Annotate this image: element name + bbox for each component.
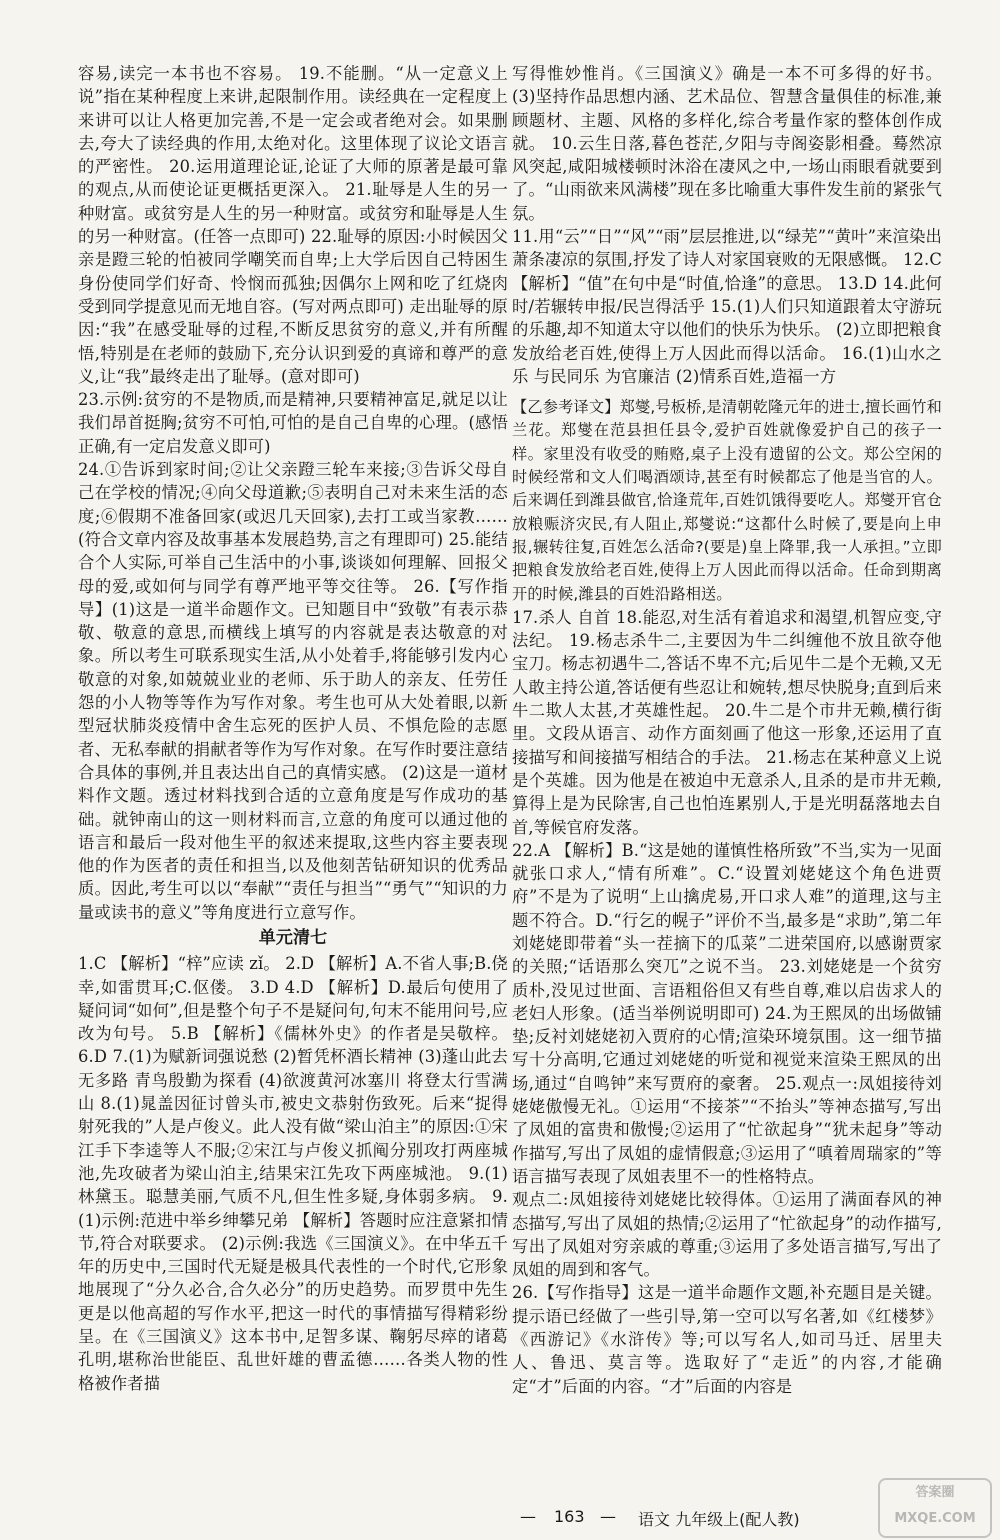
watermark-logo: [878, 1478, 992, 1538]
footer-grade: 九年级上(配人教): [675, 1510, 800, 1529]
answer-paragraph: 观点二:凤姐接待刘姥姥比较得体。①运用了满面春风的神态描写,写出了凤姐的热情;②运用了“忙欲起身”的动作描写,写出了凤姐对穷亲戚的尊重;③运用了多处语言描写,写出了凤姐的周到和客气。: [512, 1190, 942, 1280]
answer-paragraph: 1.C 【解析】“梓”应读 zǐ。 2.D 【解析】A.不省人事;B.侥幸,如雷贯耳;C.伛偻。 3.D 4.D 【解析】D.最后句使用了疑问词“如何”,但是整个句子不是疑问句,句末不能用问号,应改为句号。 5.B 【解析】《儒林外史》的作者是吴敬梓。 6.D 7.(1)为赋新词强说愁 (2)暂凭杯酒长精神 (3)蓬山此去无多路 青鸟殷勤为探看 (4)欲渡黄河冰塞川 将登太行雪满山 8.(1)晁盖因征讨曾头市,被史文恭射伤致死。后来“捉得射死我的”人是卢俊义。此人没有做“梁山泊主”的原因:①宋江手下李逵等人不服;②宋江与卢俊义抓阄分别攻打两座城池,先攻破者为梁山泊主,结果宋江先攻下两座城池。 9.(1)林黛玉。聪慧美丽,气质不凡,但生性多疑,身体弱多病。 9.(1)示例:范进中举乡绅攀兄弟 【解析】答题时应注意紧扣情节,符合对联要求。 (2)示例:我选《三国演义》。在中华五千年的历史中,三国时代无疑是极具代表性的一个时代,它形象地展现了“分久必合,合久必分”的历史趋势。而罗贯中先生更是以他高超的写作水平,把这一时代的事情描写得精彩纷呈。在《三国演义》这本书中,足智多谋、鞠躬尽瘁的诸葛孔明,堪称治世能臣、乱世奸雄的曹孟德……各类人物的性格被作者描: [78, 954, 508, 1393]
answer-paragraph: 24.①告诉到家时间;②让父亲蹬三轮车来接;③告诉父母自己在学校的情况;④向父母道歉;⑤表明自己对未来生活的态度;⑥假期不准备回家(或迟几天回家),去打工或当家教……(符合文章内容及故事基本发展趋势,言之有理即可) 25.能结合个人实际,可举自己生活中的小事,谈谈如何理解、回报父母的爱,或如何与同学有尊严地平等交往等。 26.【写作指导】(1)这是一道半命题作文。已知题目中“致敬”有表示恭敬、敬意的意思,而横线上填写的内容就是表达敬意的对象。所以考生可联系现实生活,从小处着手,将能够引发内心敬意的对象,如兢兢业业的老师、乐于助人的亲友、任劳任怨的小人物等等作为写作对象。考生也可从大处着眼,以新型冠状肺炎疫情中舍生忘死的医护人员、不惧危险的志愿者、无私奉献的捐献者等作为写作对象。在写作时要注意结合具体的事例,并且表达出自己的真情实感。 (2)这是一道材料作文题。透过材料找到合适的立意角度是写作成功的基础。就钟南山的这一则材料而言,立意的角度可以通过他的语言和最后一段对他生平的叙述来提取,这些内容主要表现他的作为医者的责任和担当,以及他刻苦钻研知识的优秀品质。因此,考生可以以“奉献”“责任与担当”“勇气”“知识的力量或读书的意义”等角度进行立意写作。: [78, 460, 508, 922]
page-number: 163: [554, 1507, 585, 1526]
footer-dash: —: [520, 1507, 536, 1526]
left-column: [78, 62, 508, 1395]
right-column: [512, 62, 942, 1398]
answer-paragraph: 23.示例:贫穷的不是物质,而是精神,只要精神富足,就足以让我们昂首挺胸;贫穷不可怕,可怕的是自己自卑的心理。(感悟正确,有一定启发意义即可): [78, 390, 508, 456]
footer-info: [638, 1507, 800, 1530]
answer-paragraph: 22.A 【解析】B.“这是她的谨慎性格所致”不当,实为一见面就张口求人,“情有所难”。C.“设置刘姥姥这个角色进贾府”不是为了说明“上山擒虎易,开口求人难”的道理,这与主题不符合。D.“行乞的幌子”评价不当,最多是“求助”,第二年刘姥姥即带着“头一茬摘下的瓜菜”二进荣国府,以感谢贾家的关照;“话语那么突兀”之说不当。 23.刘姥姥是一个贫穷质朴,没见过世面、言语粗俗但又有些自尊,难以启齿求人的老妇人形象。(适当举例说明即可) 24.为王熙凤的出场做铺垫;反衬刘姥姥初入贾府的心情;渲染环境氛围。这一细节描写十分高明,它通过刘姥姥的听觉和视觉来渲染王熙凤的出场,通过“自鸣钟”来写贾府的豪奢。 25.观点一:凤姐接待刘姥姥傲慢无礼。①运用“不接茶”“不抬头”等神态描写,写出了凤姐的富贵和傲慢;②运用了“忙欲起身”“犹未起身”等动作描写,写出了凤姐的虚情假意;③运用了“嗔着周瑞家的”等语言描写表现了凤姐表里不一的性格特点。: [512, 840, 942, 1186]
footer-dash: —: [600, 1507, 616, 1526]
watermark-text: 答案圈: [915, 1485, 955, 1500]
answer-paragraph: 11.用“云”“日”“风”“雨”层层推进,以“绿芜”“黄叶”来渲染出萧条凄凉的氛围,抒发了诗人对家国衰败的无限感慨。 12.C 【解析】“值”在句中是“时值,恰逢”的意思。 13.D 14.此何时/若辗转申报/民岂得活乎 15.(1)人们只知道跟着太守游玩的乐趣,却不知道太守以他们的快乐为快乐。 (2)立即把粮食发放给老百姓,使得上万人因此而得以活命。 16.(1)山水之乐 与民同乐 为官廉洁 (2)情系百姓,造福一方: [512, 227, 942, 386]
answer-paragraph: 写得惟妙惟肖。《三国演义》确是一本不可多得的好书。 (3)坚持作品思想内涵、艺术品位、智慧含量俱佳的标准,兼顾题材、主题、风格的多样化,综合考量作家的整体创作成就。 10.云生日落,暮色苍茫,夕阳与寺阁姿影相叠。蓦然凉风突起,咸阳城楼顿时沐浴在凄风之中,一场山雨眼看就要到了。“山雨欲来风满楼”现在多比喻重大事件发生前的紧张气氛。: [512, 64, 942, 223]
footer-subject: 语文: [638, 1510, 671, 1529]
watermark-url: MXQE.COM: [894, 1511, 976, 1526]
answer-paragraph: 26.【写作指导】这是一道半命题作文题,补充题目是关键。提示语已经做了一些引导,第一空可以写名著,如《红楼梦》《西游记》《水浒传》等;可以写名人,如司马迁、居里夫人、鲁迅、莫言等。选取好了“走近”的内容,才能确定“才”后面的内容。“才”后面的内容是: [512, 1283, 942, 1396]
answer-paragraph: 17.杀人 自首 18.能忍,对生活有着追求和渴望,机智应变,守法纪。 19.杨志杀牛二,主要因为牛二纠缠他不放且欲夺他宝刀。杨志初遇牛二,答话不卑不亢;后见牛二是个无赖,又无人敢主持公道,答话便有些忍让和婉转,想尽快脱身;直到后来牛二欺人太甚,才英雄性起。 20.牛二是个市井无赖,横行街里。文段从语言、动作方面刻画了他这一形象,还运用了直接描写和间接描写相结合的手法。 21.杨志在某种意义上说是个英雄。因为他是在被迫中无意杀人,且杀的是市井无赖,算得上是为民除害,自己也怕连累别人,于是光明磊落地去自首,等候官府发落。: [512, 607, 942, 837]
answer-paragraph: 容易,读完一本书也不容易。 19.不能删。“从一定意义上说”指在某种程度上来讲,起限制作用。读经典在一定程度上来讲可以让人格更加完善,不是一定会或者绝对会。如果删去,夸大了读经典的作用,太绝对化。这里体现了议论文语言的严密性。 20.运用道理论证,论证了大师的原著是最可靠的观点,从而使论证更概括更深入。 21.耻辱是人生的另一种财富。或贫穷是人生的另一种财富。或贫穷和耻辱是人生的另一种财富。(任答一点即可) 22.耻辱的原因:小时候因父亲是蹬三轮的怕被同学嘲笑而自卑;上大学后因自己特困生身份使同学们好奇、怜悯而孤独;因偶尔上网和吃了红烧肉受到同学提意见而无地自容。(写对两点即可) 走出耻辱的原因:“我”在感受耻辱的过程,不断反思贫穷的意义,并有所醒悟,特别是在老师的鼓励下,充分认识到爱的真谛和尊严的意义,让“我”最终走出了耻辱。(意对即可): [78, 64, 508, 386]
reference-translation: 【乙参考译文】郑燮,号板桥,是清朝乾隆元年的进士,擅长画竹和兰花。郑燮在范县担任县令,爱护百姓就像爱护自己的孩子一样。家里没有收受的贿赂,桌子上没有遗留的公文。郑公空闲的时候经常和文人们喝酒颂诗,甚至有时候都忘了他是当官的人。后来调任到潍县做官,恰逢荒年,百姓饥饿得要吃人。郑燮开官仓放粮赈济灾民,有人阻止,郑燮说:“这都什么时候了,要是向上申报,辗转往复,百姓怎么活命?(要是)皇上降罪,我一人承担。”立即把粮食发放给老百姓,使得上万人因此而得以活命。任命到期离开的时候,潍县的百姓沿路相送。: [512, 398, 942, 603]
unit-title: 单元清七: [258, 927, 328, 948]
